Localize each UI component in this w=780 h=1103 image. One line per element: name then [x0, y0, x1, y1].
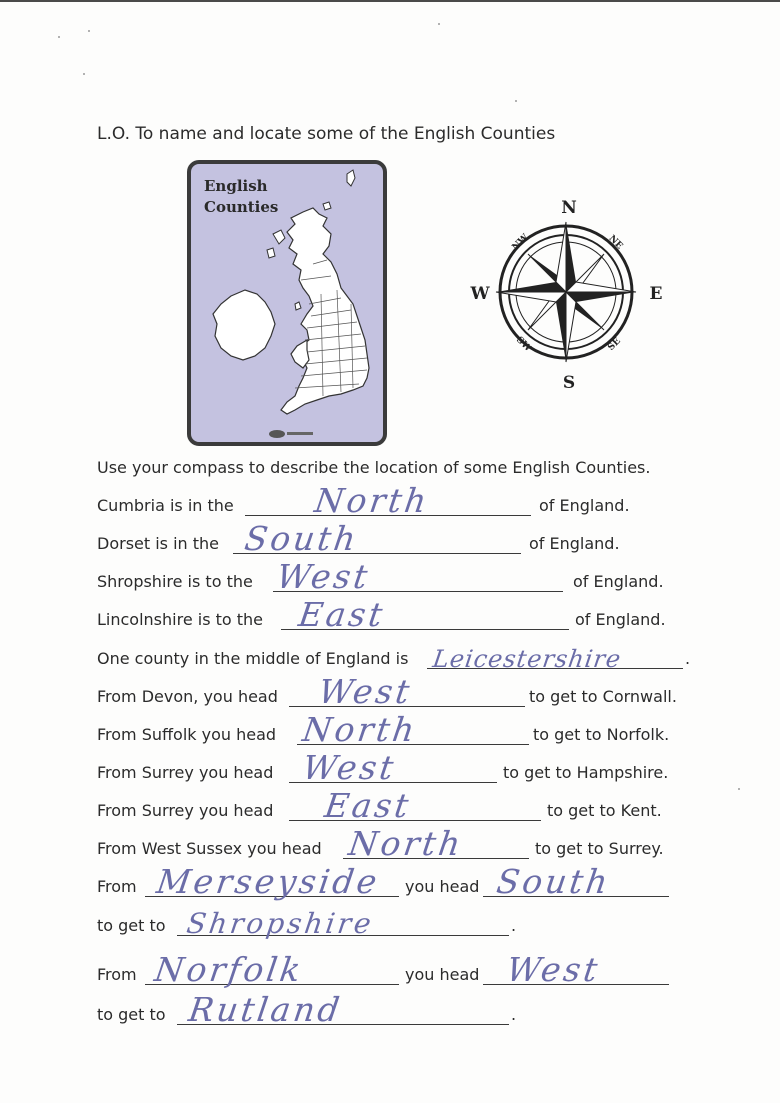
great-britain-shape [281, 208, 369, 414]
publisher-logo [269, 430, 285, 438]
island-shape [267, 248, 275, 258]
question-suffix: of England. [529, 534, 620, 553]
handwritten-answer: East [322, 786, 414, 825]
compass-southeast-label: SE [606, 336, 623, 353]
question-prompt: From Surrey you head [97, 801, 274, 820]
handwritten-answer: West [274, 557, 373, 596]
compass-west-label: W [470, 284, 490, 304]
island-shape [347, 170, 355, 186]
handwritten-answer: West [504, 950, 603, 989]
scan-speck [515, 100, 517, 102]
top-edge-line [0, 0, 780, 2]
question-suffix: . [511, 1005, 517, 1024]
question-suffix: of England. [575, 610, 666, 629]
learning-objective: L.O. To name and locate some of the English Counties [97, 124, 556, 144]
question-suffix: . [511, 916, 517, 935]
question-prompt: From Suffolk you head [97, 725, 277, 744]
question-suffix: . [685, 649, 691, 668]
handwritten-answer: Leicestershire [431, 645, 624, 673]
question-suffix: to get to Hampshire. [503, 763, 669, 782]
compass-southwest-label: SW [514, 335, 533, 354]
question-prompt: Dorset is in the [97, 534, 220, 553]
handwritten-answer: Merseyside [154, 862, 383, 901]
question-prompt: One county in the middle of England is [97, 649, 409, 668]
question-suffix: to get to Cornwall. [529, 687, 677, 706]
scan-speck [438, 23, 440, 25]
ireland-shape [213, 290, 275, 360]
handwritten-answer: North [312, 481, 432, 520]
instructions: Use your compass to describe the location of some English Counties. [97, 458, 651, 477]
question-suffix: to get to Surrey. [535, 839, 664, 858]
question-middle: you head [405, 877, 480, 896]
compass-north-label: N [561, 198, 577, 218]
map-title: English Counties [204, 177, 279, 216]
question-prompt: From Surrey you head [97, 763, 274, 782]
question-suffix: of England. [539, 496, 630, 515]
question-prompt: Shropshire is to the [97, 572, 253, 591]
question-middle: you head [405, 965, 480, 984]
question-suffix: to get to Norfolk. [533, 725, 670, 744]
handwritten-answer: South [242, 519, 361, 558]
handwritten-answer: West [316, 672, 415, 711]
scan-speck [83, 73, 85, 75]
handwritten-answer: North [346, 824, 466, 863]
question-prompt: to get to [97, 1005, 166, 1024]
handwritten-answer: Norfolk [152, 950, 306, 989]
scan-speck [58, 36, 60, 38]
handwritten-answer: East [296, 595, 388, 634]
question-suffix: of England. [573, 572, 664, 591]
question-prompt: Lincolnshire is to the [97, 610, 264, 629]
handwritten-answer: West [300, 748, 399, 787]
scan-speck [738, 788, 740, 790]
compass-northeast-label: NE [606, 233, 625, 252]
handwritten-answer: South [494, 862, 613, 901]
question-prompt: From Devon, you head [97, 687, 278, 706]
compass-northwest-label: NW [510, 232, 531, 253]
question-prompt: From [97, 965, 137, 984]
island-shape [273, 230, 285, 244]
question-prompt: From [97, 877, 137, 896]
compass-rose [466, 192, 666, 392]
handwritten-answer: Rutland [186, 990, 345, 1029]
scan-speck [88, 30, 90, 32]
question-prompt: From West Sussex you head [97, 839, 322, 858]
question-suffix: to get to Kent. [547, 801, 662, 820]
question-prompt: Cumbria is in the [97, 496, 234, 515]
compass-south-label: S [562, 373, 576, 392]
island-shape [323, 202, 331, 210]
handwritten-answer: Shropshire [184, 907, 377, 940]
publisher-logo [287, 432, 313, 435]
handwritten-answer: North [300, 710, 420, 749]
compass-east-label: E [649, 284, 663, 304]
english-counties-map-card [187, 160, 387, 446]
question-prompt: to get to [97, 916, 166, 935]
island-shape [295, 302, 301, 310]
